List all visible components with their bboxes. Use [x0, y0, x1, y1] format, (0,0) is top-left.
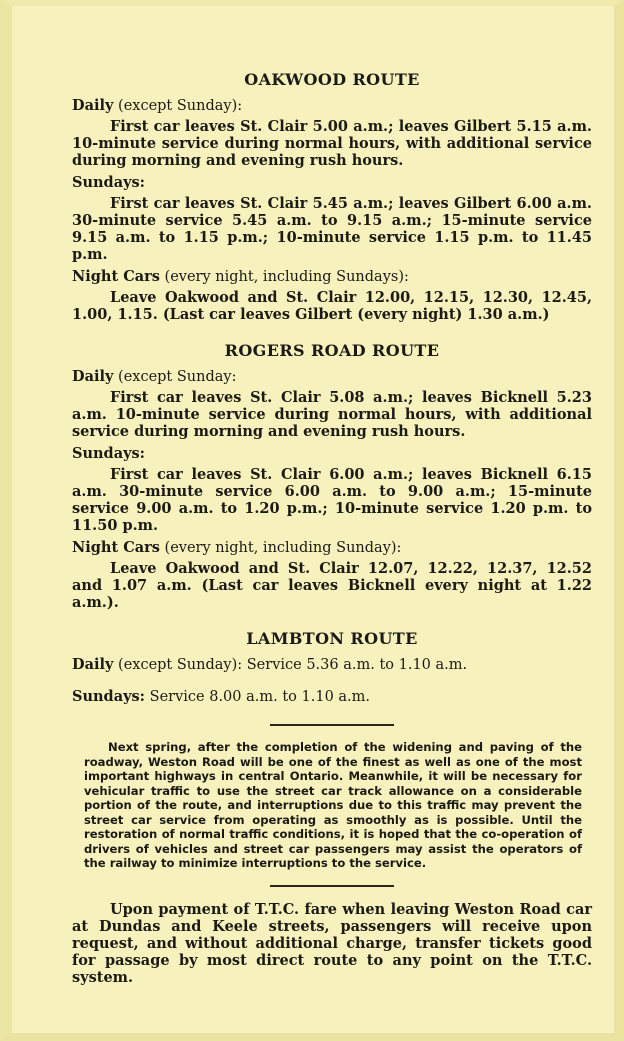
oakwood-night-heading: [72, 268, 592, 286]
lambton-sundays-text: Service 8.00 a.m. to 1.10 a.m.: [145, 689, 371, 705]
oakwood-title: OAKWOOD ROUTE: [244, 70, 420, 89]
lambton-section: [72, 629, 592, 706]
rogers-sundays-text: First car leaves St. Clair 6.00 a.m.; leaves Bicknell 6.15 a.m. 30-minute service 6.00 a.m. to 9.00 a.m.; 15-minute service 9.00 a.m. to 1.20 p.m.; 10-minute service 1.20 p.m. to 11.50 p.m.: [72, 466, 592, 534]
lambton-daily-label: Daily: [72, 656, 114, 673]
oakwood-daily-heading: [72, 97, 592, 115]
rogers-night-qualifier: (every night, including Sunday):: [159, 540, 402, 556]
rogers-daily-label: Daily: [72, 368, 114, 385]
oakwood-daily-label: Daily: [72, 97, 114, 114]
lambton-daily-text: (except Sunday): Service 5.36 a.m. to 1.10 a.m.: [113, 657, 468, 673]
notice-paragraph: Next spring, after the completion of the widening and paving of the roadway, Weston Road will be one of the finest as well as one of the most important highways in central Ontario. Meanwhile, it will be necessary for vehicular traffic to use the street car track allowance on a considerable portion of the route, and interruptions due to this traffic may prevent the street car service from operating as smoothly as is possible. Until the restoration of normal traffic conditions, it is hoped that the co-operation of drivers of vehicles and street car passengers may assist the operators of the railway to minimize interruptions to the service.: [84, 740, 582, 870]
oakwood-night-text: Leave Oakwood and St. Clair 12.00, 12.15, 12.30, 12.45, 1.00, 1.15. (Last car leaves Gilbert (every night) 1.30 a.m.): [72, 289, 592, 323]
lambton-title: LAMBTON ROUTE: [246, 629, 418, 648]
oakwood-night-label: Night Cars: [72, 268, 160, 285]
rogers-sundays-label: Sundays:: [72, 445, 146, 462]
rogers-daily-heading: [72, 368, 592, 386]
lambton-sundays-line: [72, 688, 592, 706]
oakwood-sundays-text: First car leaves St. Clair 5.45 a.m.; leaves Gilbert 6.00 a.m. 30-minute service 5.45 a.m. to 9.15 a.m.; 15-minute service 9.15 a.m. to 1.15 p.m.; 10-minute service 1.15 p.m. to 11.45 p.m.: [72, 195, 592, 263]
divider-rule: [270, 885, 394, 887]
rogers-daily-text: First car leaves St. Clair 5.08 a.m.; leaves Bicknell 5.23 a.m. 10-minute service during normal hours, with additional service during morning and evening rush hours.: [72, 389, 592, 440]
rogers-daily-qualifier: (except Sunday:: [113, 369, 237, 385]
divider-rule: [270, 724, 394, 726]
rogers-night-heading: [72, 539, 592, 557]
rogers-sundays-heading: [72, 445, 592, 463]
lambton-sundays-label: Sundays:: [72, 688, 146, 705]
transfer-paragraph: Upon payment of T.T.C. fare when leaving Weston Road car at Dundas and Keele streets, passengers will receive upon request, and without additional charge, transfer tickets good for passage by most direct route to any point on the T.T.C. system.: [72, 900, 592, 986]
oakwood-sundays-heading: [72, 174, 592, 192]
oakwood-sundays-label: Sundays:: [72, 174, 146, 191]
oakwood-daily-qualifier: (except Sunday):: [113, 98, 243, 114]
rogers-night-text: Leave Oakwood and St. Clair 12.07, 12.22, 12.37, 12.52 and 1.07 a.m. (Last car leaves Bicknell every night at 1.22 a.m.).: [72, 560, 592, 611]
rogers-night-label: Night Cars: [72, 539, 160, 556]
oakwood-daily-text: First car leaves St. Clair 5.00 a.m.; leaves Gilbert 5.15 a.m. 10-minute service during normal hours, with additional service during morning and evening rush hours.: [72, 118, 592, 169]
rogers-title: ROGERS ROAD ROUTE: [224, 341, 440, 360]
rogers-section: [72, 341, 592, 611]
oakwood-night-qualifier: (every night, including Sundays):: [159, 269, 409, 285]
oakwood-section: [72, 70, 592, 323]
lambton-daily-line: [72, 656, 592, 674]
